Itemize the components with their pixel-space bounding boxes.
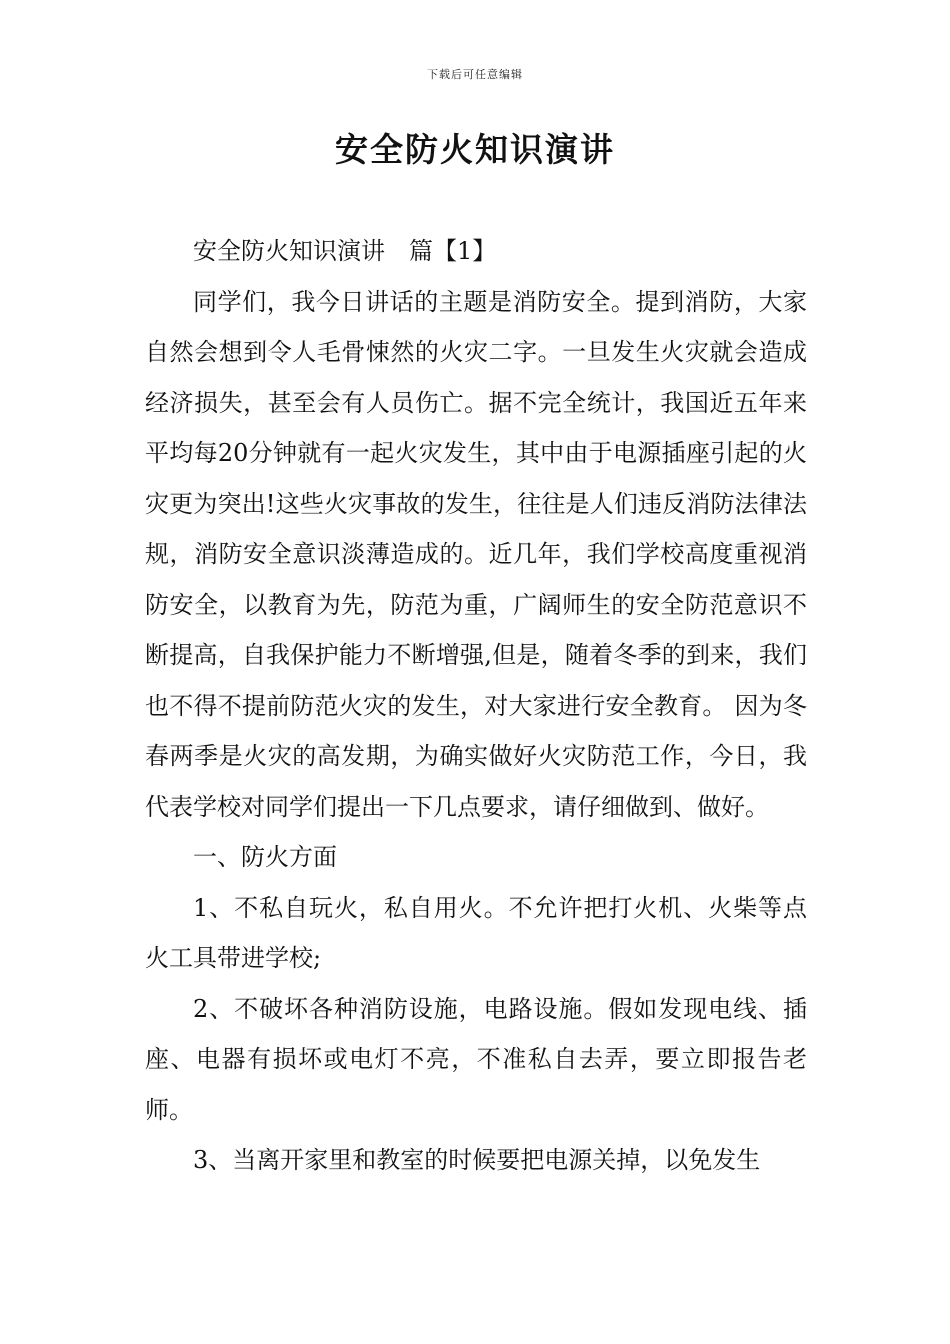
paragraph-rule-2: 2、不破坏各种消防设施，电路设施。假如发现电线、插座、电器有损坏或电灯不亮，不准私自去弄，要立即报告老师。 (145, 994, 807, 1124)
document-body (145, 226, 807, 1186)
paragraph-rule-1: 1、不私自玩火，私自用火。不允许把打火机、火柴等点火工具带进学校; (145, 893, 807, 972)
paragraph-intro: 同学们，我今日讲话的主题是消防安全。提到消防，大家自然会想到令人毛骨悚然的火灾二字。一旦发生火灾就会造成经济损失，甚至会有人员伤亡。据不完全统计，我国近五年来平均每20分钟就有一起火灾发生，其中由于电源插座引起的火灾更为突出!这些火灾事故的发生，往往是人们违反消防法律法规，消防安全意识淡薄造成的。近几年，我们学校高度重视消防安全，以教育为先，防范为重，广阔师生的安全防范意识不断提高，自我保护能力不断增强,但是，随着冬季的到来，我们也不得不提前防范火灾的发生，对大家进行安全教育。 因为冬春两季是火灾的高发期，为确实做好火灾防范工作，今日，我代表学校对同学们提出一下几点要求，请仔细做到、做好。 (145, 287, 807, 821)
section-heading: 安全防火知识演讲 篇【1】 (193, 237, 497, 265)
paragraph-fire-prevention-heading: 一、防火方面 (193, 843, 337, 871)
paragraph-rule-3: 3、当离开家里和教室的时候要把电源关掉，以免发生 (193, 1146, 761, 1174)
header-note: 下载后可任意编辑 (427, 68, 523, 81)
document-title: 安全防火知识演讲 (335, 130, 615, 169)
